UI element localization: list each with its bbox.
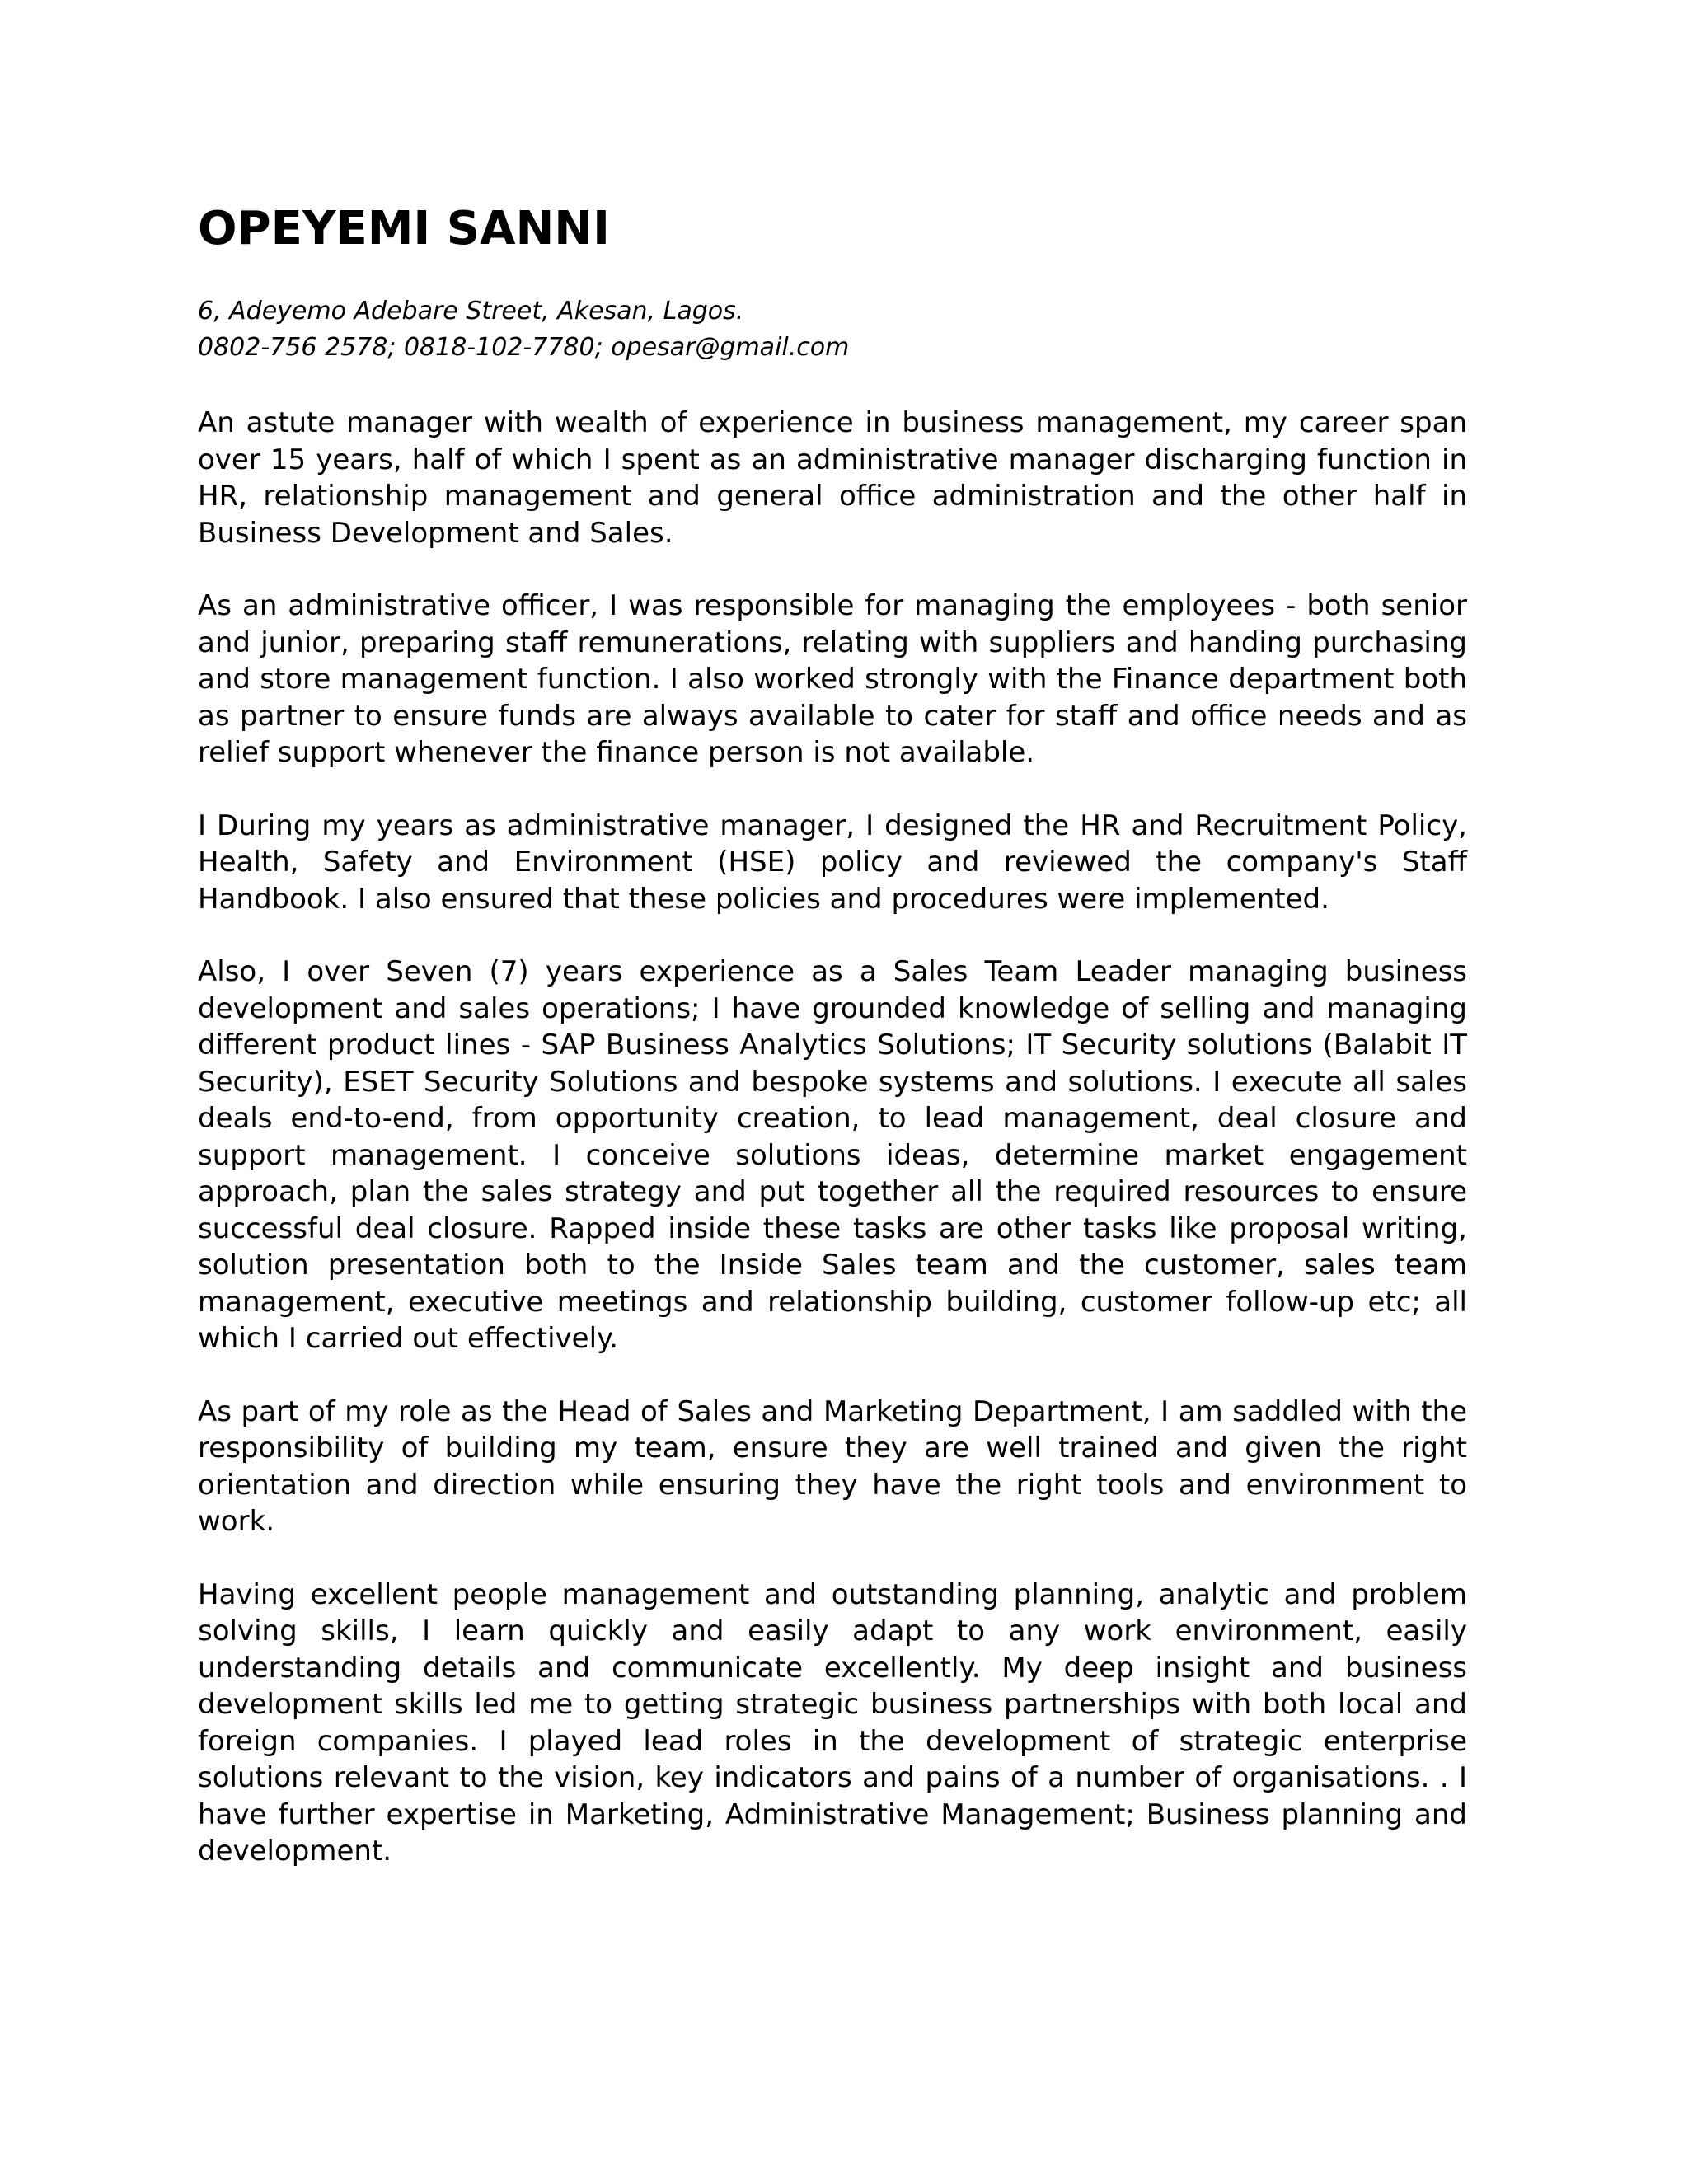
skills-paragraph: Having excellent people management and outstanding planning, analytic and problem solving skills, I learn quickly and easily adapt to any work environment, easily understanding details and communicate excellently. My deep insight and business development skills led me to getting strategic business partnerships with both local and foreign companies. I played lead roles in the development of strategic enterprise solutions relevant to the vision, key indicators and pains of a number of organisations. . I have further expertise in Marketing, Administrative Management; Business planning and development. — [198, 1577, 1467, 1868]
admin-manager-paragraph: I During my years as administrative manager, I designed the HR and Recruitment Policy, Health, Safety and Environment (HSE) policy and reviewed the company's Staff Handbook. I also ensured that these policies and procedures were implemented. — [198, 808, 1467, 916]
admin-officer-paragraph: As an administrative officer, I was responsible for managing the employees - both senior and junior, preparing staff remunerations, relating with suppliers and handing purchasing and store management function. I also worked strongly with the Finance department both as partner to ensure funds are always available to cater for staff and office needs and as relief support whenever the finance person is not available. — [198, 589, 1467, 769]
sales-leader-paragraph: Also, I over Seven (7) years experience as a Sales Team Leader managing business development and sales operations; I have grounded knowledge of selling and managing different product lines - SAP Business Analytics Solutions; IT Security solutions (Balabit IT Security), ESET Security Solutions and bespoke systems and solutions. I execute all sales deals end-to-end, from opportunity creation, to lead management, deal closure and support management. I conceive solutions ideas, determine market engagement approach, plan the sales strategy and put together all the required resources to ensure successful deal closure. Rapped inside these tasks are other tasks like proposal writing, solution presentation both to the Inside Sales team and the customer, sales team management, executive meetings and relationship building, customer follow-up etc; all which I carried out effectively. — [198, 955, 1467, 1355]
contact-block — [198, 293, 1467, 366]
document-page — [198, 203, 1467, 1870]
summary-paragraph: An astute manager with wealth of experience in business management, my career span over 15 years, half of which I spent as an administrative manager discharging function in HR, relationship management and general office administration and the other half in Business Development and Sales. — [198, 406, 1467, 550]
candidate-name: OPEYEMI SANNI — [198, 202, 611, 255]
head-of-sales-paragraph: As part of my role as the Head of Sales and Marketing Department, I am saddled with the responsibility of building my team, ensure they are well trained and given the right orientation and direction while ensuring they have the right tools and environment to work. — [198, 1394, 1467, 1538]
phone-email-line: 0802-756 2578; 0818-102-7780; opesar@gmail.com — [198, 333, 850, 362]
address-line: 6, Adeyemo Adebare Street, Akesan, Lagos. — [198, 297, 744, 326]
